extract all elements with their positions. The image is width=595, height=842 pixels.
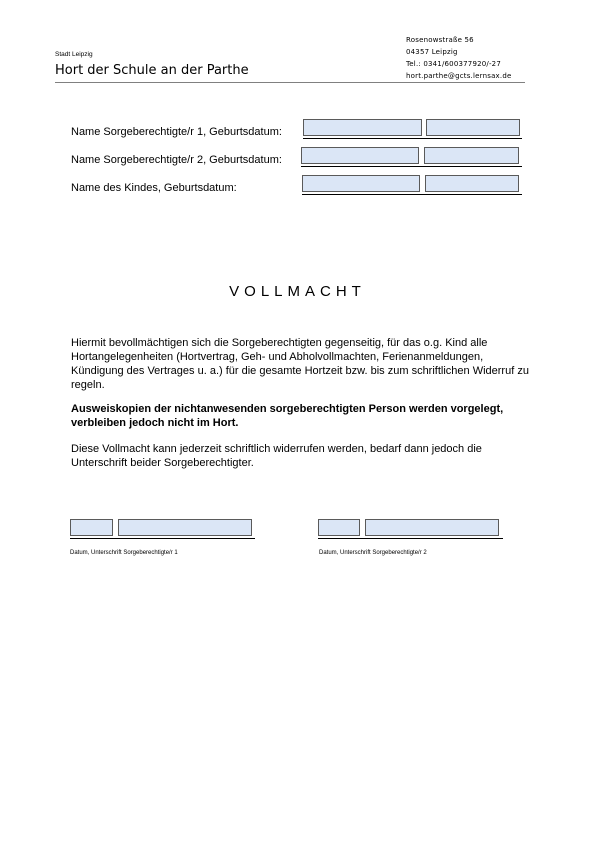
address-email: hort.parthe@gcts.lernsax.de (406, 72, 512, 80)
child-underline (302, 194, 522, 195)
signature-2-signature-field[interactable] (365, 519, 499, 536)
id-copy-paragraph: Ausweiskopien der nichtanwesenden sorgeberechtigten Person werden vorgelegt, verbleiben jedoch nicht im Hort. (71, 403, 504, 429)
child-label: Name des Kindes, Geburtsdatum: (71, 182, 237, 194)
org-name-small: Stadt Leipzig (55, 51, 93, 58)
guardian-2-underline (301, 166, 522, 167)
org-title: Hort der Schule an der Parthe (55, 63, 249, 78)
guardian-2-label: Name Sorgeberechtigte/r 2, Geburtsdatum: (71, 154, 282, 166)
signature-1-signature-field[interactable] (118, 519, 252, 536)
revocation-paragraph: Diese Vollmacht kann jederzeit schriftlich widerrufen werden, bedarf dann jedoch die Unterschrift beider Sorgeberechtigter. (71, 443, 482, 469)
signature-1-date-field[interactable] (70, 519, 113, 536)
guardian-2-name-field[interactable] (301, 147, 419, 164)
child-birthdate-field[interactable] (425, 175, 519, 192)
guardian-2-birthdate-field[interactable] (424, 147, 519, 164)
document-title: VOLLMACHT (229, 283, 366, 300)
header-divider (55, 82, 525, 83)
signature-2-underline (318, 538, 503, 539)
address-city: 04357 Leipzig (406, 48, 458, 56)
address-street: Rosenowstraße 56 (406, 36, 474, 44)
guardian-1-label: Name Sorgeberechtigte/r 1, Geburtsdatum: (71, 126, 282, 138)
guardian-1-underline (303, 138, 522, 139)
signature-2-date-field[interactable] (318, 519, 360, 536)
signature-1-caption: Datum, Unterschrift Sorgeberechtigte/r 1 (70, 550, 178, 556)
signature-2-caption: Datum, Unterschrift Sorgeberechtigte/r 2 (319, 550, 427, 556)
guardian-1-birthdate-field[interactable] (426, 119, 520, 136)
address-phone: Tel.: 0341/600377920/-27 (406, 60, 501, 68)
authorization-paragraph: Hiermit bevollmächtigen sich die Sorgeberechtigten gegenseitig, für das o.g. Kind alle Hortangelegenheiten (Hortvertrag, Geh- und Abholvollmachten, Ferienanmeldungen, Kündigung des Vertrages u. a.) für die gesamte Hortzeit bzw. bis zum schriftlichen Widerruf zu regeln. (71, 337, 529, 391)
child-name-field[interactable] (302, 175, 420, 192)
signature-1-underline (70, 538, 255, 539)
guardian-1-name-field[interactable] (303, 119, 422, 136)
